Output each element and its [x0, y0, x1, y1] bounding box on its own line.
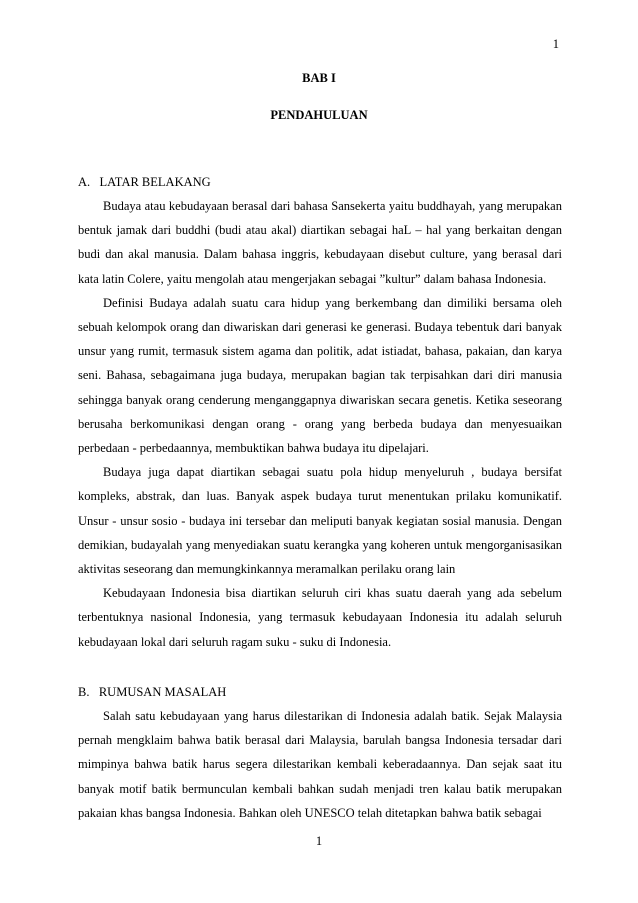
page-number-bottom: 1 [315, 834, 323, 848]
paragraph: Salah satu kebudayaan yang harus dilestarikan di Indonesia adalah batik. Sejak Malaysia pernah mengklaim bahwa batik berasal dari Malaysia, barulah bangsa Indonesia tersadar dari mimpinya bahwa batik harus segera dilestarikan kembali keberadaannya. Dan sejak saat itu banyak motif batik bermunculan kembali bahkan sudah menjadi tren kalau batik merupakan pakaian khas bangsa Indonesia. Bahkan oleh UNESCO telah ditetapkan bahwa batik sebagai [78, 709, 562, 820]
section-heading: B. RUMUSAN MASALAH [78, 685, 227, 699]
paragraph: Definisi Budaya adalah suatu cara hidup yang berkembang dan dimiliki bersama oleh sebuah kelompok orang dan diwariskan dari generasi ke generasi. Budaya tebentuk dari banyak unsur yang rumit, termasuk sistem agama dan politik, adat istiadat, bahasa, pakaian, dan karya seni. Bahasa, sebagaimana juga budaya, merupakan bagian tak terpisahkan dari diri manusia sehingga banyak orang cenderung menganggapnya diwariskan secara genetis. Ketika seseorang berusaha berkomunikasi dengan orang - orang yang berbeda budaya dan menyesuaikan perbedaan - perbedaannya, membuktikan bahwa budaya itu dipelajari. [78, 295, 562, 456]
paragraph: Budaya juga dapat diartikan sebagai suatu pola hidup menyeluruh , budaya bersifat kompleks, abstrak, dan luas. Banyak aspek budaya turut menentukan prilaku komunikatif. Unsur - unsur sosio - budaya ini tersebar dan meliputi banyak kegiatan sosial manusia. Dengan demikian, budayalah yang menyediakan suatu kerangka yang koheren untuk mengorganisasikan aktivitas seseorang dan memungkinkannya meramalkan perilaku orang lain [78, 465, 562, 577]
section-heading: A. LATAR BELAKANG [78, 175, 211, 189]
chapter-text: BAB I [302, 71, 336, 85]
chapter-label [0, 71, 638, 86]
paragraph: Budaya atau kebudayaan berasal dari bahasa Sansekerta yaitu buddhayah, yang merupakan bentuk jamak dari buddhi (budi atau akal) diartikan sebagai haL – hal yang berkaitan dengan budi dan akal manusia. Dalam bahasa inggris, kebudayaan disebut culture, yang berasal dari kata latin Colere, yaitu mengolah atau mengerjakan sebagai ”kultur” dalam bahasa Indonesia. [78, 199, 562, 286]
section-latar-belakang [78, 172, 562, 654]
chapter-title: PENDAHULUAN [270, 108, 368, 122]
page-number-top: 1 [552, 37, 559, 51]
paragraph: Kebudayaan Indonesia bisa diartikan seluruh ciri khas suatu daerah yang ada sebelum terbentuknya nasional Indonesia, yang termasuk kebudayaan Indonesia itu adalah seluruh kebudayaan lokal dari seluruh ragam suku - suku di Indonesia. [78, 586, 562, 649]
section-rumusan-masalah [78, 682, 562, 825]
